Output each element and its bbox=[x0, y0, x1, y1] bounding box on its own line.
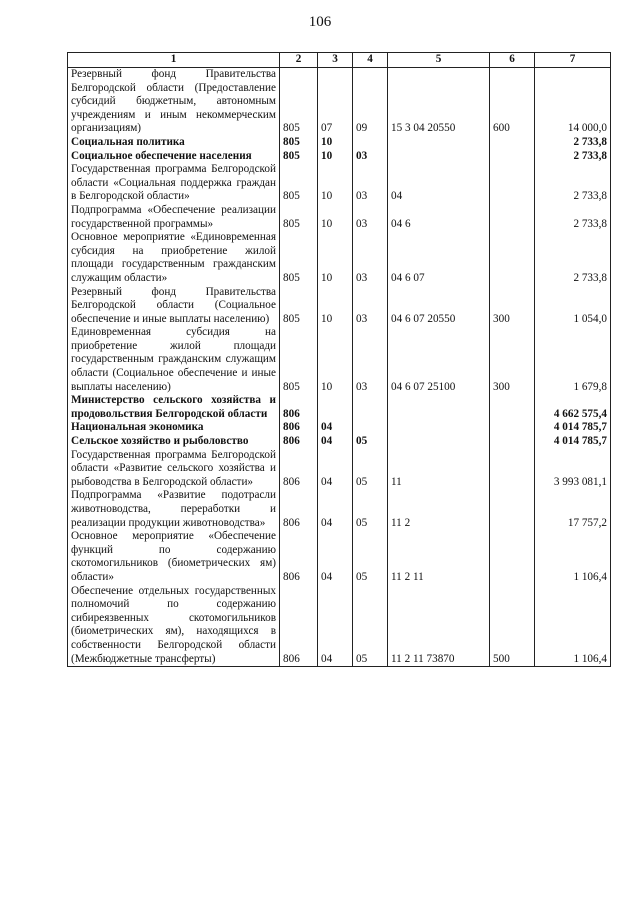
row-cell-c7: 1 106,4 bbox=[535, 530, 611, 584]
table-row bbox=[68, 163, 611, 204]
row-cell-c5 bbox=[388, 136, 490, 150]
row-cell-c3: 04 bbox=[318, 435, 353, 449]
row-cell-c5: 11 bbox=[388, 449, 490, 490]
row-cell-c6: 300 bbox=[490, 286, 535, 327]
row-cell-c3: 10 bbox=[318, 136, 353, 150]
row-cell-c2: 805 bbox=[280, 68, 318, 136]
row-cell-c4: 05 bbox=[353, 435, 388, 449]
row-cell-c3: 10 bbox=[318, 231, 353, 285]
row-cell-c2: 806 bbox=[280, 585, 318, 667]
row-cell-c5 bbox=[388, 421, 490, 435]
row-cell-c3: 10 bbox=[318, 204, 353, 231]
table-row bbox=[68, 286, 611, 327]
header-col-6: 6 bbox=[490, 53, 535, 68]
row-cell-c5: 11 2 11 73870 bbox=[388, 585, 490, 667]
table-row bbox=[68, 394, 611, 421]
row-cell-c3: 04 bbox=[318, 489, 353, 530]
row-cell-c6 bbox=[490, 394, 535, 421]
row-cell-c6: 500 bbox=[490, 585, 535, 667]
row-cell-c6 bbox=[490, 489, 535, 530]
header-col-3: 3 bbox=[318, 53, 353, 68]
row-cell-c5 bbox=[388, 394, 490, 421]
row-cell-c6 bbox=[490, 150, 535, 164]
row-cell-c7: 1 106,4 bbox=[535, 585, 611, 667]
row-cell-c5: 04 6 07 25100 bbox=[388, 326, 490, 394]
row-cell-c7: 1 679,8 bbox=[535, 326, 611, 394]
row-cell-c3: 04 bbox=[318, 585, 353, 667]
row-cell-c3: 07 bbox=[318, 68, 353, 136]
row-cell-c6 bbox=[490, 231, 535, 285]
header-col-4: 4 bbox=[353, 53, 388, 68]
row-cell-c4: 05 bbox=[353, 489, 388, 530]
row-cell-c5: 04 6 bbox=[388, 204, 490, 231]
row-cell-c4: 03 bbox=[353, 163, 388, 204]
row-cell-c7: 2 733,8 bbox=[535, 204, 611, 231]
row-cell-c2: 806 bbox=[280, 435, 318, 449]
row-cell-c6: 300 bbox=[490, 326, 535, 394]
table-row bbox=[68, 489, 611, 530]
row-cell-c7: 4 662 575,4 bbox=[535, 394, 611, 421]
row-cell-c7: 4 014 785,7 bbox=[535, 421, 611, 435]
row-cell-c3: 10 bbox=[318, 286, 353, 327]
row-name-cell: Государственная программа Белгородской области «Социальная поддержка граждан в Белгородской области» bbox=[68, 163, 280, 204]
row-name-cell: Социальное обеспечение населения bbox=[68, 150, 280, 164]
row-name-cell: Национальная экономика bbox=[68, 421, 280, 435]
row-cell-c4: 03 bbox=[353, 204, 388, 231]
row-cell-c2: 805 bbox=[280, 163, 318, 204]
row-name-cell: Подпрограмма «Обеспечение реализации государственной программы» bbox=[68, 204, 280, 231]
table-row bbox=[68, 231, 611, 285]
row-cell-c4: 03 bbox=[353, 286, 388, 327]
row-cell-c4 bbox=[353, 421, 388, 435]
row-cell-c6 bbox=[490, 449, 535, 490]
row-cell-c3: 04 bbox=[318, 530, 353, 584]
row-cell-c3: 04 bbox=[318, 449, 353, 490]
row-cell-c5: 04 bbox=[388, 163, 490, 204]
row-name-cell: Обеспечение отдельных государственных полномочий по содержанию сибиреязвенных скотомогильников (биометрических ям), находящихся в собственности Белгородской области (Межбюджетные трансферты) bbox=[68, 585, 280, 667]
row-cell-c5 bbox=[388, 435, 490, 449]
row-cell-c7: 3 993 081,1 bbox=[535, 449, 611, 490]
row-name-cell: Основное мероприятие «Обеспечение функций по содержанию скотомогильников (биометрических ям) области» bbox=[68, 530, 280, 584]
row-cell-c6 bbox=[490, 435, 535, 449]
table-row bbox=[68, 449, 611, 490]
row-cell-c2: 806 bbox=[280, 449, 318, 490]
row-cell-c4: 09 bbox=[353, 68, 388, 136]
header-col-1: 1 bbox=[68, 53, 280, 68]
row-cell-c7: 1 054,0 bbox=[535, 286, 611, 327]
table-row bbox=[68, 136, 611, 150]
row-cell-c7: 2 733,8 bbox=[535, 163, 611, 204]
row-cell-c7: 17 757,2 bbox=[535, 489, 611, 530]
row-name-cell: Подпрограмма «Развитие подотрасли животноводства, переработки и реализации продукции животноводства» bbox=[68, 489, 280, 530]
row-cell-c6 bbox=[490, 530, 535, 584]
row-cell-c7: 2 733,8 bbox=[535, 150, 611, 164]
row-cell-c2: 806 bbox=[280, 394, 318, 421]
row-name-cell: Министерство сельского хозяйства и продовольствия Белгородской области bbox=[68, 394, 280, 421]
header-row bbox=[68, 53, 611, 68]
page-number: 106 bbox=[308, 14, 332, 30]
row-cell-c4: 03 bbox=[353, 326, 388, 394]
row-name-cell: Резервный фонд Правительства Белгородской области (Социальное обеспечение и иные выплаты населению) bbox=[68, 286, 280, 327]
row-cell-c4: 05 bbox=[353, 530, 388, 584]
row-cell-c6 bbox=[490, 204, 535, 231]
row-cell-c6: 600 bbox=[490, 68, 535, 136]
header-col-7: 7 bbox=[535, 53, 611, 68]
row-cell-c6 bbox=[490, 136, 535, 150]
row-cell-c2: 806 bbox=[280, 489, 318, 530]
row-cell-c3: 10 bbox=[318, 150, 353, 164]
row-name-cell: Резервный фонд Правительства Белгородской области (Предоставление субсидий бюджетным, автономным учреждениям и иным некоммерческим организациям) bbox=[68, 68, 280, 136]
row-cell-c3: 10 bbox=[318, 326, 353, 394]
header-col-5: 5 bbox=[388, 53, 490, 68]
row-cell-c3 bbox=[318, 394, 353, 421]
row-cell-c6 bbox=[490, 163, 535, 204]
table-row bbox=[68, 326, 611, 394]
table-row bbox=[68, 585, 611, 667]
row-cell-c3: 04 bbox=[318, 421, 353, 435]
row-cell-c7: 2 733,8 bbox=[535, 231, 611, 285]
table-row bbox=[68, 530, 611, 584]
table-row bbox=[68, 150, 611, 164]
row-cell-c5: 11 2 bbox=[388, 489, 490, 530]
row-cell-c4: 05 bbox=[353, 449, 388, 490]
row-cell-c4: 03 bbox=[353, 231, 388, 285]
row-cell-c4: 03 bbox=[353, 150, 388, 164]
row-name-cell: Основное мероприятие «Единовременная субсидия на приобретение жилой площади государственным гражданским служащим области» bbox=[68, 231, 280, 285]
table-row bbox=[68, 68, 611, 136]
row-name-cell: Единовременная субсидия на приобретение жилой площади государственным гражданским служащим области (Социальное обеспечение и иные выплаты населению) bbox=[68, 326, 280, 394]
row-name-cell: Сельское хозяйство и рыболовство bbox=[68, 435, 280, 449]
row-cell-c7: 2 733,8 bbox=[535, 136, 611, 150]
row-cell-c2: 805 bbox=[280, 326, 318, 394]
table-row bbox=[68, 435, 611, 449]
row-cell-c5: 04 6 07 bbox=[388, 231, 490, 285]
row-cell-c5 bbox=[388, 150, 490, 164]
row-cell-c2: 806 bbox=[280, 530, 318, 584]
row-cell-c2: 806 bbox=[280, 421, 318, 435]
row-cell-c5: 11 2 11 bbox=[388, 530, 490, 584]
budget-table bbox=[67, 52, 611, 667]
table-row bbox=[68, 421, 611, 435]
row-name-cell: Государственная программа Белгородской области «Развитие сельского хозяйства и рыбоводства в Белгородской области» bbox=[68, 449, 280, 490]
row-cell-c4 bbox=[353, 136, 388, 150]
row-cell-c2: 805 bbox=[280, 204, 318, 231]
row-cell-c2: 805 bbox=[280, 136, 318, 150]
row-cell-c2: 805 bbox=[280, 286, 318, 327]
row-cell-c5: 04 6 07 20550 bbox=[388, 286, 490, 327]
row-cell-c7: 14 000,0 bbox=[535, 68, 611, 136]
row-cell-c3: 10 bbox=[318, 163, 353, 204]
row-cell-c4 bbox=[353, 394, 388, 421]
row-cell-c2: 805 bbox=[280, 150, 318, 164]
row-cell-c2: 805 bbox=[280, 231, 318, 285]
row-name-cell: Социальная политика bbox=[68, 136, 280, 150]
row-cell-c4: 05 bbox=[353, 585, 388, 667]
row-cell-c5: 15 3 04 20550 bbox=[388, 68, 490, 136]
header-col-2: 2 bbox=[280, 53, 318, 68]
row-cell-c7: 4 014 785,7 bbox=[535, 435, 611, 449]
table-row bbox=[68, 204, 611, 231]
row-cell-c6 bbox=[490, 421, 535, 435]
